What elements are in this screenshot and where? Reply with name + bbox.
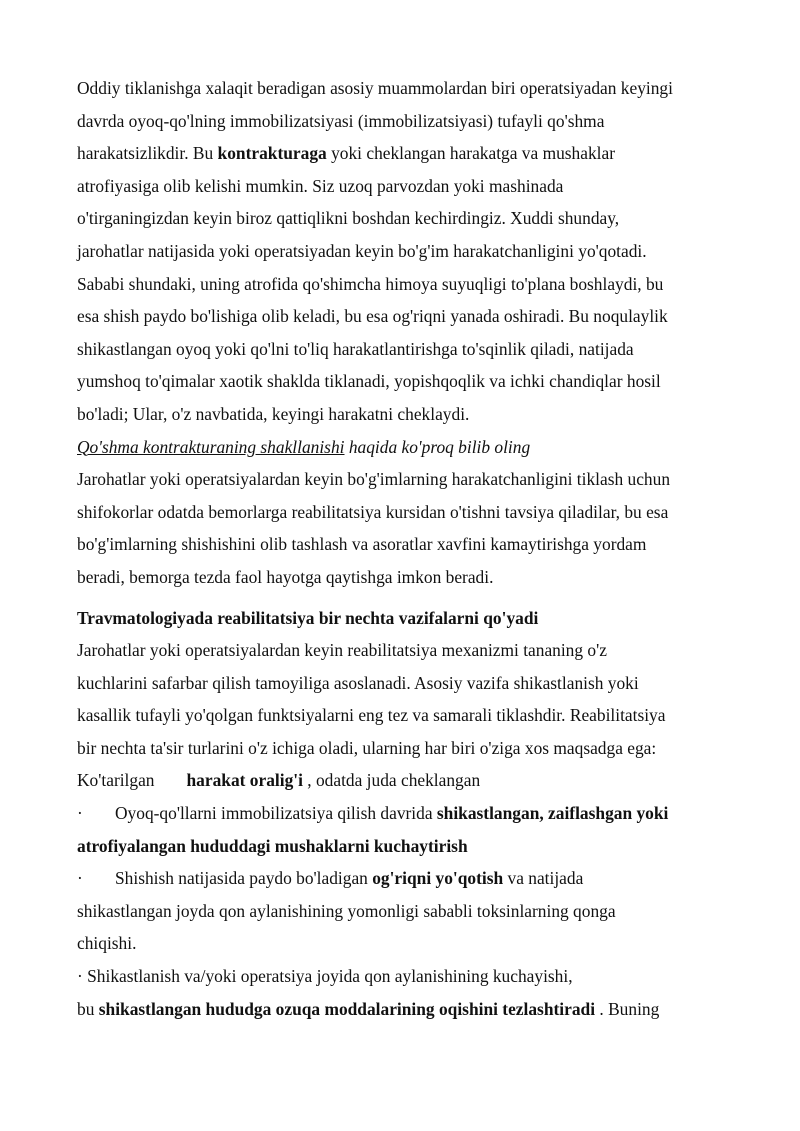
list-item-continuation: bu shikastlangan hududga ozuqa moddalarining oqishini tezlashtiradi . Buning — [77, 998, 660, 1019]
paragraph-rehabilitation-tasks — [77, 634, 727, 797]
text-line: yumshoq to'qimalar xaotik shaklda tiklanadi, yopishqoqlik va ichki chandiqlar hosil — [77, 371, 661, 392]
text-line: bo'ladi; Ular, o'z navbatida, keyingi harakatni cheklaydi. — [77, 403, 470, 424]
text-line: bir nechta ta'sir turlarini o'z ichiga oladi, ularning har biri o'ziga xos maqsadga ega: — [77, 737, 657, 758]
bold-term-range-of-motion: harakat oralig'i — [186, 770, 303, 791]
text-line: shifokorlar odatda bemorlarga reabilitatsiya kursidan o'tishni tavsiya qiladilar, bu esa — [77, 501, 669, 522]
text-line: Ko'tarilgan harakat oralig'i , odatda juda cheklangan — [77, 770, 481, 791]
list-item: · Shikastlanish va/yoki operatsiya joyida qon aylanishining kuchayishi, — [77, 966, 573, 987]
text-line: atrofiyasiga olib kelishi mumkin. Siz uzoq parvozdan yoki mashinada — [77, 175, 564, 196]
list-item: · Shishish natijasida paydo bo'ladigan og'riqni yo'qotish va natijada — [77, 862, 727, 895]
text-line: o'tirganingizdan keyin biroz qattiqlikni boshdan kechirdingiz. Xuddi shunday, — [77, 208, 620, 229]
text-line: kasallik tufayli yo'qolgan funktsiyalarni eng tez va samarali tiklashdir. Reabilitatsiya — [77, 705, 666, 726]
text-line: beradi, bemorga tezda faol hayotga qaytishga imkon beradi. — [77, 566, 494, 587]
list-item-continuation: atrofiyalangan hududdagi mushaklarni kuchaytirish — [77, 835, 468, 856]
bullet-marker: · — [77, 868, 83, 889]
text-line: Oddiy tiklanishga xalaqit beradigan asosiy muammolardan biri operatsiyadan keyingi — [77, 78, 673, 98]
text-line: Sababi shundaki, uning atrofida qo'shimcha himoya suyuqligi to'plana boshlaydi, bu — [77, 273, 664, 294]
learn-more-link[interactable]: Qo'shma kontrakturaning shakllanishi haqida ko'proq bilib oling — [77, 436, 531, 457]
list-item: · Oyoq-qo'llarni immobilizatsiya qilish davrida shikastlangan, zaiflashgan yoki — [77, 797, 727, 830]
text-line: bo'g'imlarning shishishini olib tashlash va asoratlar xavfini kamaytirishga yordam — [77, 534, 647, 555]
list-item-continuation: shikastlangan joyda qon aylanishining yomonligi sababli toksinlarning qonga — [77, 900, 616, 921]
bullet-marker: · — [77, 803, 83, 824]
text-line: jarohatlar natijasida yoki operatsiyadan keyin bo'g'im harakatchanligini yo'qotadi. — [77, 240, 647, 261]
text-line: Jarohatlar yoki operatsiyalardan keyin bo'g'imlarning harakatchanligini tiklash uchun — [77, 469, 671, 490]
paragraph-rehabilitation-advice — [77, 463, 727, 593]
list-item-continuation: chiqishi. — [77, 933, 137, 954]
bold-term-contracture: kontrakturaga — [217, 143, 327, 164]
paragraph-joint-immobility — [77, 72, 727, 431]
text-line: Jarohatlar yoki operatsiyalardan keyin reabilitatsiya mexanizmi tananing o'z — [77, 640, 607, 661]
text-line: kuchlarini safarbar qilish tamoyiliga asoslanadi. Asosiy vazifa shikastlanish yoki — [77, 672, 639, 693]
document-page — [77, 72, 727, 1025]
link-underlined-text[interactable]: Qo'shma kontrakturaning shakllanishi — [77, 436, 345, 457]
text-line: harakatsizlikdir. Bu kontrakturaga yoki cheklangan harakatga va mushaklar — [77, 143, 616, 164]
text-line: shikastlangan oyoq yoki qo'lni to'liq harakatlantirishga to'sqinlik qiladi, natijada — [77, 338, 634, 359]
task-list — [77, 797, 727, 1025]
text-line: davrda oyoq-qo'lning immobilizatsiyasi (immobilizatsiyasi) tufayli qo'shma — [77, 110, 605, 131]
text-line: esa shish paydo bo'lishiga olib keladi, bu esa og'riqni yanada oshiradi. Bu noqulaylik — [77, 306, 668, 327]
section-heading: Travmatologiyada reabilitatsiya bir nechta vazifalarni qo'yadi — [77, 607, 539, 628]
